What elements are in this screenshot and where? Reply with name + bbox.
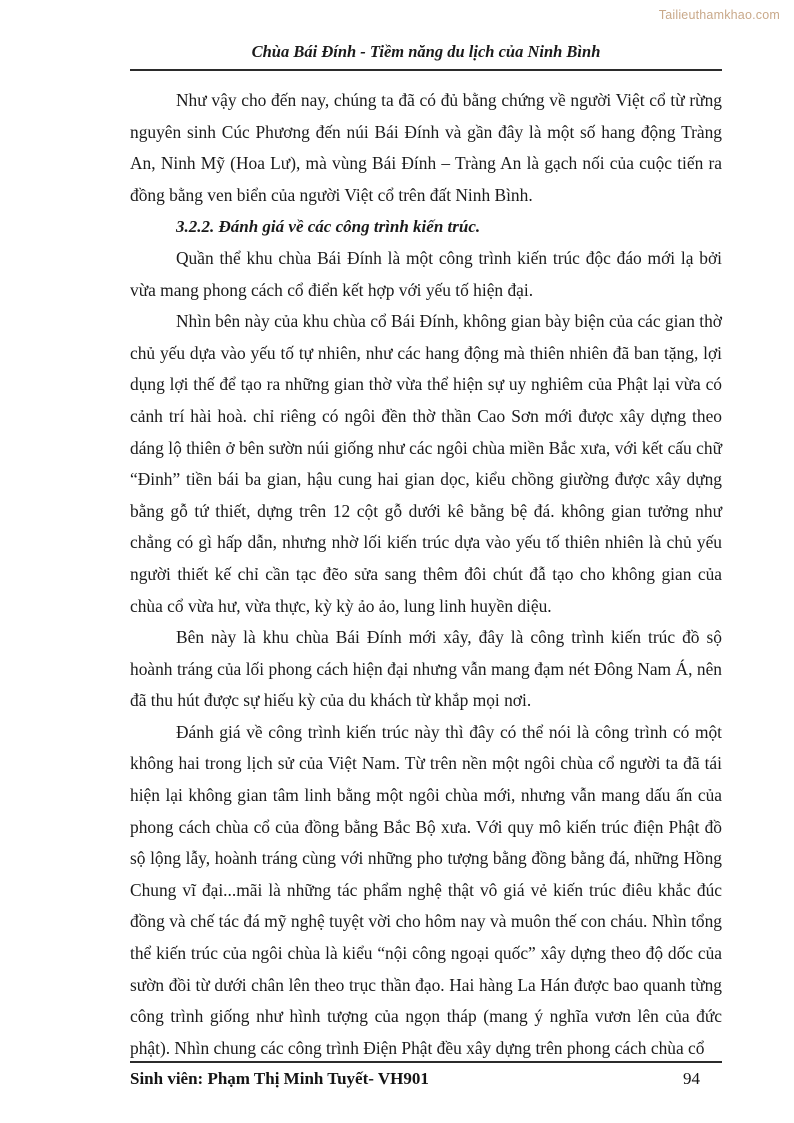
footer-rule [130, 1061, 722, 1063]
body-text-block [130, 85, 722, 1064]
paragraph-5: Đánh giá về công trình kiến trúc này thì đây có thể nói là công trình có một không hai trong lịch sử của Việt Nam. Từ trên nền một ngôi chùa cổ người ta đã tái hiện lại không gian tâm linh bằng một ngôi chùa mới, nhưng vẫn mang dấu ấn của phong cách chùa cổ của đồng bằng Bắc Bộ xưa. Với quy mô kiến trúc điện Phật đồ sộ lộng lẫy, hoành tráng cùng với những pho tượng bằng đồng bằng đá, những Hồng Chung vĩ đại...mãi là những tác phẩm nghệ thật vô giá vẻ kiến trúc điêu khắc đúc đồng và chế tác đá mỹ nghệ tuyệt vời cho hôm nay và muôn thế con cháu. Nhìn tổng thể kiến trúc của ngôi chùa là kiểu “nội công ngoại quốc” xây dựng theo độ dốc của sườn đồi từ dưới chân lên theo trục thần đạo. Hai hàng La Hán được bao quanh từng công trình giống như hình tượng của ngọn tháp (mang ý nghĩa vươn lên của đức phật). Nhìn chung các công trình Điện Phật đều xây dựng trên phong cách chùa cổ [130, 721, 722, 1058]
page-footer [130, 1061, 722, 1089]
page-content [130, 42, 722, 1064]
paragraph-4: Bên này là khu chùa Bái Đính mới xây, đây là công trình kiến trúc đồ sộ hoành tráng của lối phong cách hiện đại nhưng vẫn mang đạm nét Đông Nam Á, nên đã thu hút được sự hiếu kỳ của du khách từ khắp mọi nơi. [130, 627, 722, 711]
watermark-text: Tailieuthamkhao.com [658, 8, 780, 22]
footer-author: Sinh viên: Phạm Thị Minh Tuyết- VH901 [130, 1069, 429, 1088]
page-number: 94 [683, 1069, 700, 1088]
paragraph-1: Như vậy cho đến nay, chúng ta đã có đủ bằng chứng về người Việt cổ từ rừng nguyên sinh Cúc Phương đến núi Bái Đính và gần đây là một số hang động Tràng An, Ninh Mỹ (Hoa Lư), mà vùng Bái Đính – Tràng An là gạch nối của cuộc tiến ra đồng bằng ven biển của người Việt cổ trên đất Ninh Bình. [130, 90, 722, 205]
running-header-title: Chùa Bái Đính - Tiềm năng du lịch của Ninh Bình [251, 42, 601, 61]
header-rule [130, 69, 722, 71]
paragraph-3: Nhìn bên này của khu chùa cổ Bái Đính, không gian bày biện của các gian thờ chủ yếu dựa vào yếu tố tự nhiên, như các hang động mà thiên nhiên đã ban tặng, lợi dụng lợi thế để tạo ra những gian thờ vừa thể hiện sự uy nghiêm của Phật lại vừa có cảnh trí hài hoà. chỉ riêng có ngôi đền thờ thần Cao Sơn mới được xây dựng theo dáng lộ thiên ở bên sườn núi giống như các ngôi chùa miền Bắc xưa, với kết cấu chữ “Đinh” tiền bái ba gian, hậu cung hai gian dọc, kiểu chồng giường được xây dựng bằng gỗ tứ thiết, dựng trên 12 cột gỗ dưới kê bằng bệ đá. không gian tưởng như chẳng có gì hấp dẫn, nhưng nhờ lối kiến trúc dựa vào yếu tố thiên nhiên là chủ yếu người thiết kế chỉ cần tạc đẽo sửa sang thêm đôi chút đẫ tạo cho không gian của chùa cổ vừa hư, vừa thực, kỳ kỳ ảo ảo, lung linh huyền diệu. [130, 311, 722, 616]
footer-row [130, 1069, 722, 1089]
paragraph-2: Quần thể khu chùa Bái Đính là một công trình kiến trúc độc đáo mới lạ bởi vừa mang phong cách cổ điển kết hợp với yếu tố hiện đại. [130, 247, 722, 300]
section-heading-3-2-2: 3.2.2. Đánh giá về các công trình kiến trúc. [176, 217, 481, 237]
